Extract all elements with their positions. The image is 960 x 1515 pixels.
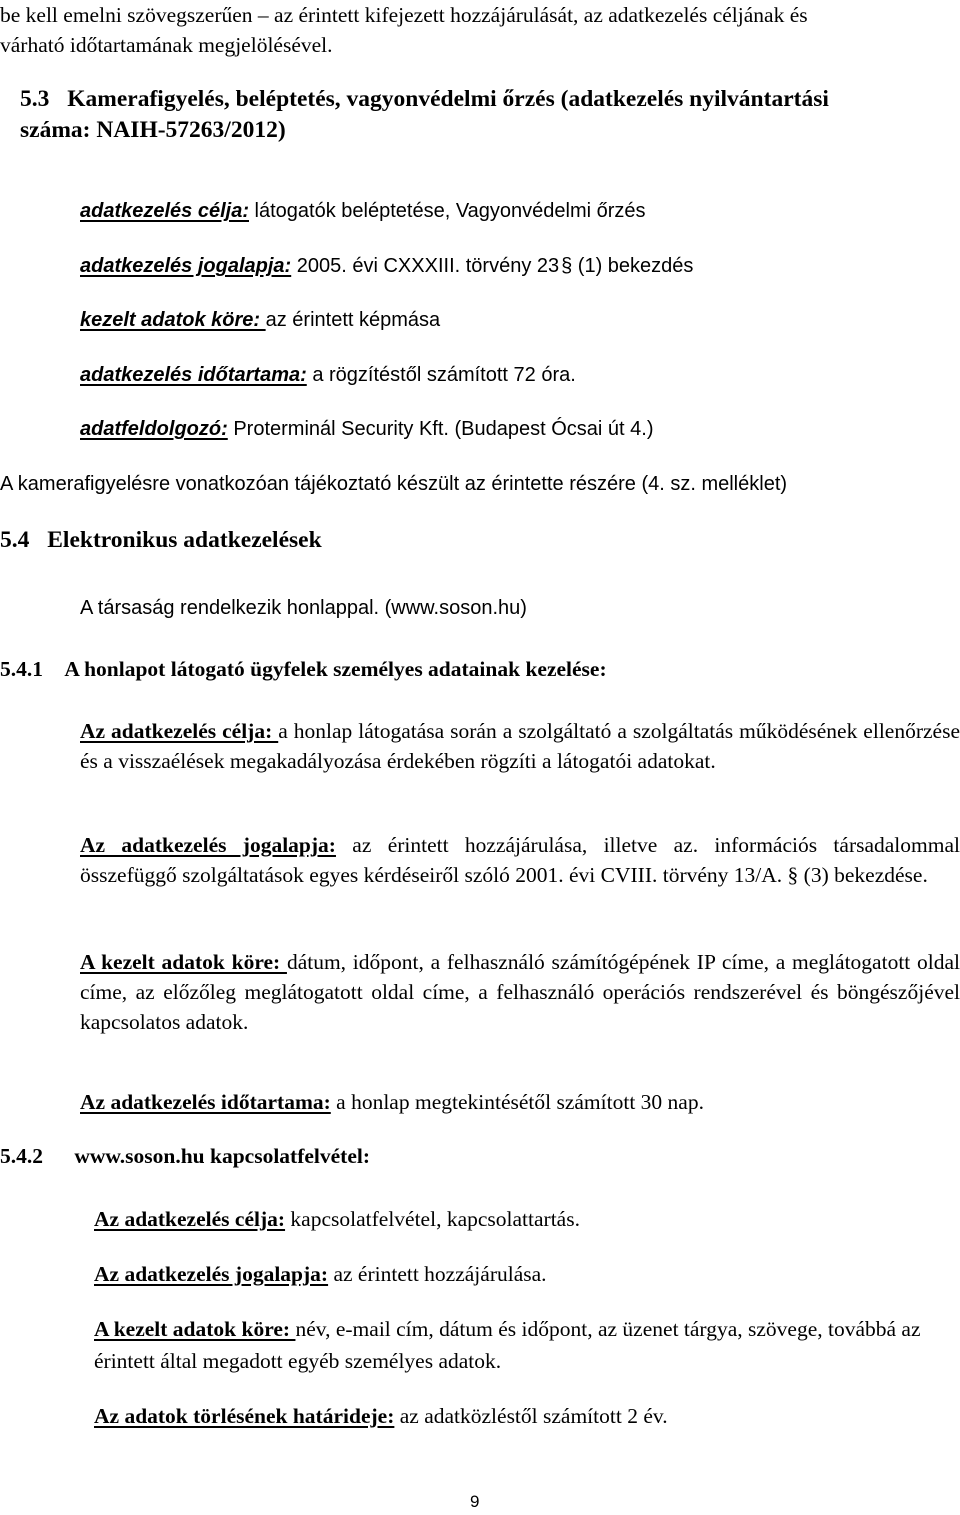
page-number: 9	[470, 1492, 480, 1511]
field-label: kezelt adatok köre:	[80, 309, 266, 331]
section-title: Elektronikus adatkezelések	[47, 527, 322, 553]
section-number: 5.3	[20, 86, 50, 112]
field-value: 2005. évi CXXXIII. törvény 23	[291, 255, 560, 277]
section-title: A honlapot látogató ügyfelek személyes adatainak kezelése:	[64, 657, 607, 681]
field-value: a honlap megtekintésétől számított 30 nap.	[330, 1090, 704, 1114]
section-5-4-2-heading	[0, 1141, 370, 1171]
section-number: 5.4	[0, 527, 30, 553]
section-sign: §	[561, 255, 573, 277]
field-value: dátum, időpont, a felhasználó számítógépének IP címe, a meglátogatott oldal címe, az előzőleg meglátogatott oldal címe, a felhasználó operációs rendszerével és böngészőjével kapcsolatos adatok.	[80, 950, 960, 1034]
s541-legal-basis	[80, 830, 960, 890]
field-value: látogatók beléptetése, Vagyonvédelmi őrzés	[249, 200, 646, 222]
intro-line-2: várható időtartamának megjelölésével.	[0, 33, 333, 57]
s542-purpose	[94, 1204, 960, 1234]
section-sign: §	[787, 863, 799, 887]
field-label: A kezelt adatok köre:	[80, 950, 287, 974]
field-value: az érintett hozzájárulása.	[328, 1262, 547, 1286]
s53-legal-basis	[80, 251, 693, 281]
field-value-tail: (3) bekezdése.	[798, 863, 928, 887]
s53-camera-note: A kamerafigyelésre vonatkozóan tájékoztató készült az érintette részére (4. sz. melléklet)	[0, 473, 788, 495]
s53-processor	[80, 414, 654, 444]
section-5-4-1-heading	[0, 654, 607, 684]
s541-data-scope	[80, 947, 960, 1037]
field-label: Az adatok törlésének határideje:	[94, 1404, 395, 1428]
field-label: A kezelt adatok köre:	[94, 1317, 296, 1341]
intro-line-1: be kell emelni szövegszerűen – az érintett kifejezett hozzájárulását, az adatkezelés céljának és	[0, 3, 808, 27]
field-label: adatkezelés célja:	[80, 200, 249, 222]
s53-purpose	[80, 196, 646, 226]
field-value: név, e-mail cím, dátum és időpont, az üzenet tárgya, szövege, továbbá az érintett által megadott egyéb személyes adatok.	[94, 1317, 921, 1373]
field-label: adatfeldolgozó:	[80, 418, 228, 440]
field-value: az érintett képmása	[265, 309, 441, 331]
section-title-line-1: Kamerafigyelés, beléptetés, vagyonvédelmi őrzés (adatkezelés nyilvántartási	[67, 86, 829, 112]
section-number: 5.4.1	[0, 657, 43, 681]
field-label: adatkezelés időtartama:	[80, 364, 307, 386]
field-value-tail: (1) bekezdés	[572, 255, 694, 277]
s542-deletion-deadline	[94, 1401, 960, 1431]
section-title: www.soson.hu kapcsolatfelvétel:	[74, 1144, 371, 1168]
s53-duration	[80, 360, 576, 390]
field-value: a rögzítéstől számított 72 óra.	[306, 364, 576, 386]
field-label: Az adatkezelés jogalapja:	[80, 833, 336, 857]
field-label: Az adatkezelés jogalapja:	[94, 1262, 329, 1286]
s541-duration	[80, 1087, 960, 1117]
section-title-line-2: száma: NAIH-57263/2012)	[20, 117, 286, 143]
section-5-3-heading	[20, 84, 960, 146]
s542-data-scope	[94, 1313, 954, 1377]
field-value: kapcsolatfelvétel, kapcsolattartás.	[285, 1207, 580, 1231]
field-value: az adatközléstől számított 2 év.	[394, 1404, 668, 1428]
s542-legal-basis	[94, 1259, 960, 1289]
s541-purpose	[80, 716, 960, 776]
field-label: Az adatkezelés célja:	[80, 719, 279, 743]
s53-data-scope	[80, 305, 440, 335]
field-label: Az adatkezelés célja:	[94, 1207, 286, 1231]
intro-paragraph	[0, 0, 960, 60]
field-value: Proterminál Security Kft. (Budapest Ócsai út 4.)	[227, 418, 654, 440]
section-number: 5.4.2	[0, 1144, 43, 1168]
section-5-4-heading	[0, 525, 322, 555]
field-value: az érintett hozzájárulása, illetve az. információs társadalommal összefüggő szolgáltatások egyes kérdéseiről szóló 2001. évi CVIII. törvény 13/A.	[80, 833, 960, 887]
field-label: Az adatkezelés időtartama:	[80, 1090, 331, 1114]
field-label: adatkezelés jogalapja:	[80, 255, 292, 277]
field-value: a honlap látogatása során a szolgáltató a szolgáltatás működésének ellenőrzése és a visszaélések megakadályozása érdekében rögzíti a látogatói adatokat.	[80, 719, 960, 773]
s54-website-note: A társaság rendelkezik honlappal. (www.soson.hu)	[80, 597, 527, 619]
